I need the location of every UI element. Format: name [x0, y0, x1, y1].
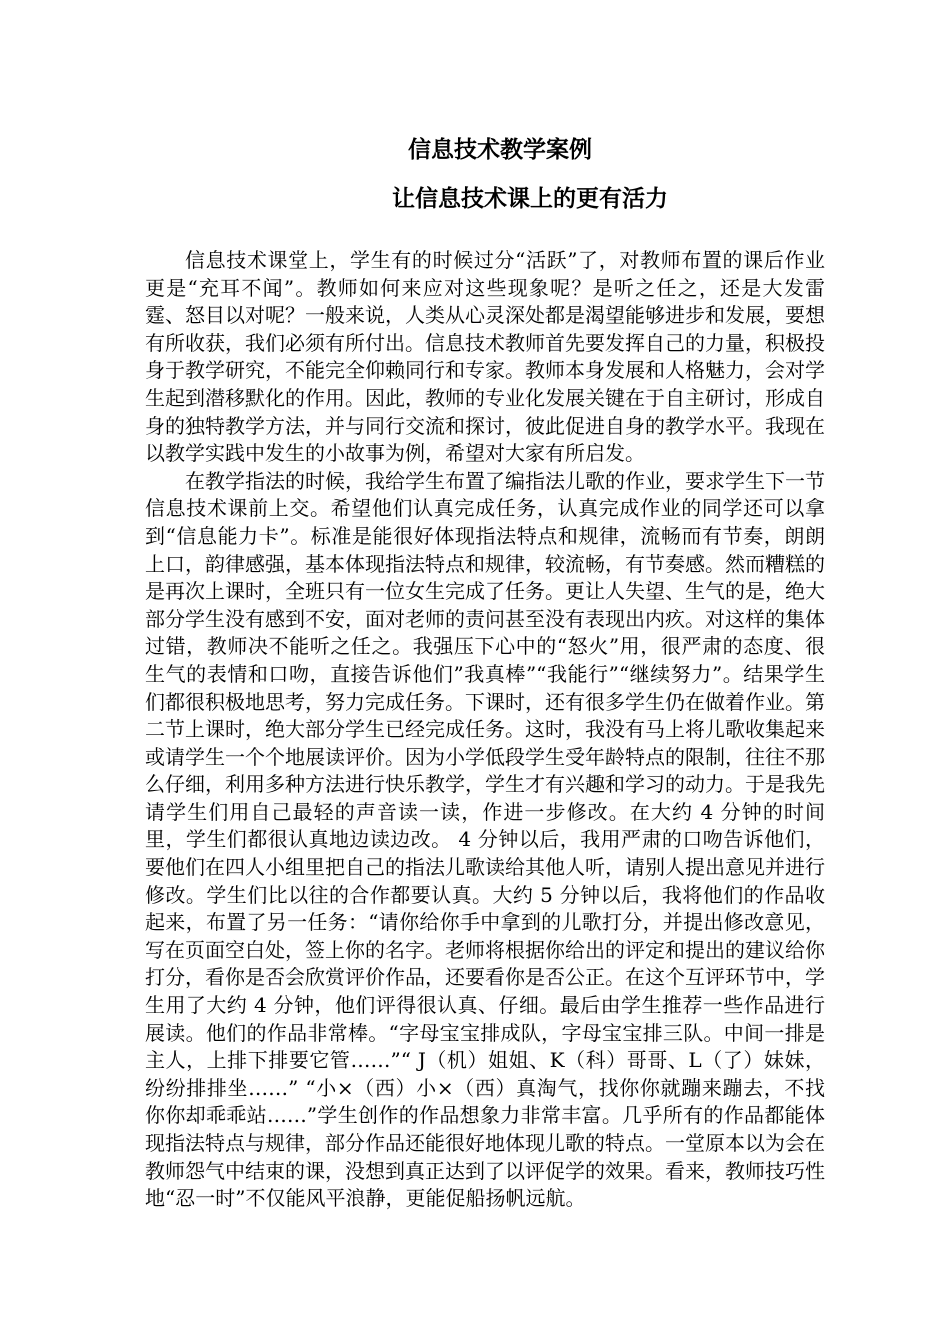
- document-body: [145, 247, 825, 1213]
- document-title: 信息技术教学案例: [408, 137, 592, 163]
- body-paragraph-2: 在教学指法的时候，我给学生布置了编指法儿歌的作业，要求学生下一节信息技术课前上交。希望他们认真完成任务，认真完成作业的同学还可以拿到“信息能力卡”。标准是能很好体现指法特点和规律，流畅而有节奏，朗朗上口，韵律感强，基本体现指法特点和规律，较流畅，有节奏感。然而糟糕的是再次上课时，全班只有一位女生完成了任务。更让人失望、生气的是，绝大部分学生没有感到不安，面对老师的责问甚至没有表现出内疚。对这样的集体过错，教师决不能听之任之。我强压下心中的“怒火”用，很严肃的态度、很生气的表情和口吻，直接告诉他们”我真棒”“我能行”“继续努力”。结果学生们都很积极地思考，努力完成任务。下课时，还有很多学生仍在做着作业。第二节上课时，绝大部分学生已经完成任务。这时，我没有马上将儿歌收集起来或请学生一个个地展读评价。因为小学低段学生受年龄特点的限制，往往不那么仔细，利用多种方法进行快乐教学，学生才有兴趣和学习的动力。于是我先请学生们用自己最轻的声音读一读，作进一步修改。在大约 4 分钟的时间里，学生们都很认真地边读边改。 4 分钟以后，我用严肃的口吻告诉他们，要他们在四人小组里把自己的指法儿歌读给其他人听，请别人提出意见并进行修改。学生们比以往的合作都要认真。大约 5 分钟以后，我将他们的作品收起来，布置了另一任务：“请你给你手中拿到的儿歌打分，并提出修改意见，写在页面空白处，签上你的名字。老师将根据你给出的评定和提出的建议给你打分，看你是否会欣赏评价作品，还要看你是否公正。在这个互评环节中，学生用了大约 4 分钟，他们评得很认真、仔细。最后由学生推荐一些作品进行展读。他们的作品非常棒。“字母宝宝排成队，字母宝宝排三队。中间一排是主人，上排下排要它管……”“ J（机）姐姐、K（科）哥哥、L（了）妹妹，纷纷排排坐……” “小×（西）小×（西）真淘气，找你你就蹦来蹦去，不找你你却乖乖站……”学生创作的作品想象力非常丰富。几乎所有的作品都能体现指法特点与规律，部分作品还能很好地体现儿歌的特点。一堂原本以为会在教师怨气中结束的课，没想到真正达到了以评促学的效果。看来，教师技巧性地“忍一时”不仅能风平浪静，更能促船扬帆远航。: [145, 468, 825, 1211]
- body-paragraph-1: 信息技术课堂上，学生有的时候过分“活跃”了，对教师布置的课后作业更是“充耳不闻”。教师如何来应对这些现象呢？是听之任之，还是大发雷霆、怒目以对呢？一般来说，人类从心灵深处都是渴望能够进步和发展，要想有所收获，我们必须有所付出。信息技术教师首先要发挥自己的力量，积极投身于教学研究，不能完全仰赖同行和专家。教师本身发展和人格魅力，会对学生起到潜移默化的作用。因此，教师的专业化发展关键在于自主研讨，形成自身的独特教学方法，并与同行交流和探讨，彼此促进自身的教学水平。我现在以教学实践中发生的小故事为例，希望对大家有所启发。: [145, 248, 825, 466]
- document-subtitle: 让信息技术课上的更有活力: [392, 186, 668, 212]
